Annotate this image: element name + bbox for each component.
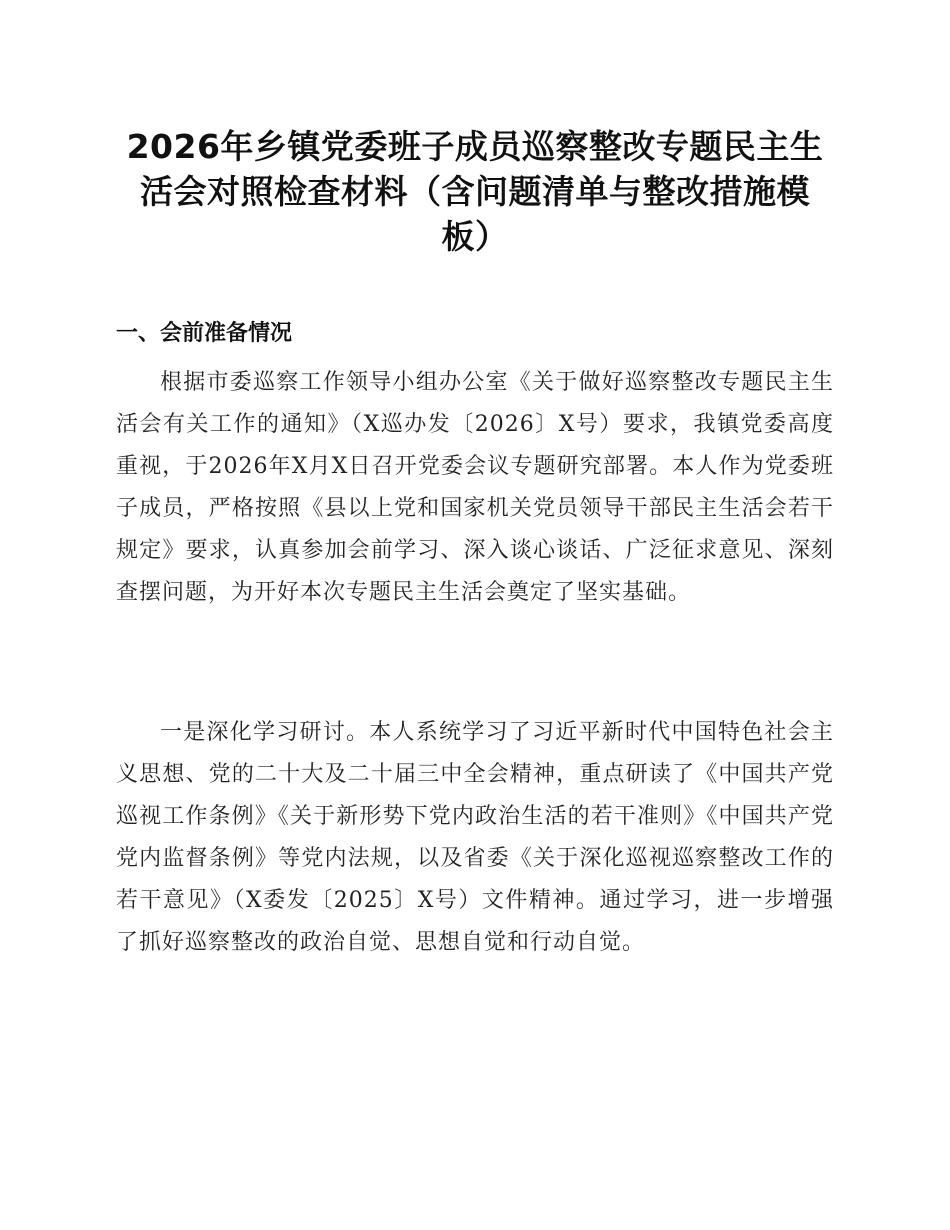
section-heading-preparation: 一、会前准备情况 [116, 321, 293, 346]
document-title: 2026年乡镇党委班子成员巡察整改专题民主生活会对照检查材料（含问题清单与整改措施模板） [126, 127, 824, 256]
paragraph-study-discussion: 一是深化学习研讨。本人系统学习了习近平新时代中国特色社会主义思想、党的二十大及二十届三中全会精神，重点研读了《中国共产党巡视工作条例》《关于新形势下党内政治生活的若干准则》《中国共产党党内监督条例》等党内法规，以及省委《关于深化巡视巡察整改工作的若干意见》（X委发〔2025〕X号）文件精神。通过学习，进一步增强了抓好巡察整改的政治自觉、思想自觉和行动自觉。 [116, 720, 834, 955]
paragraph-preparation-overview: 根据市委巡察工作领导小组办公室《关于做好巡察整改专题民主生活会有关工作的通知》（X巡办发〔2026〕X号）要求，我镇党委高度重视，于2026年X月X日召开党委会议专题研究部署。本人作为党委班子成员，严格按照《县以上党和国家机关党员领导干部民主生活会若干规定》要求，认真参加会前学习、深入谈心谈话、广泛征求意见、深刻查摆问题，为开好本次专题民主生活会奠定了坚实基础。 [116, 370, 834, 605]
